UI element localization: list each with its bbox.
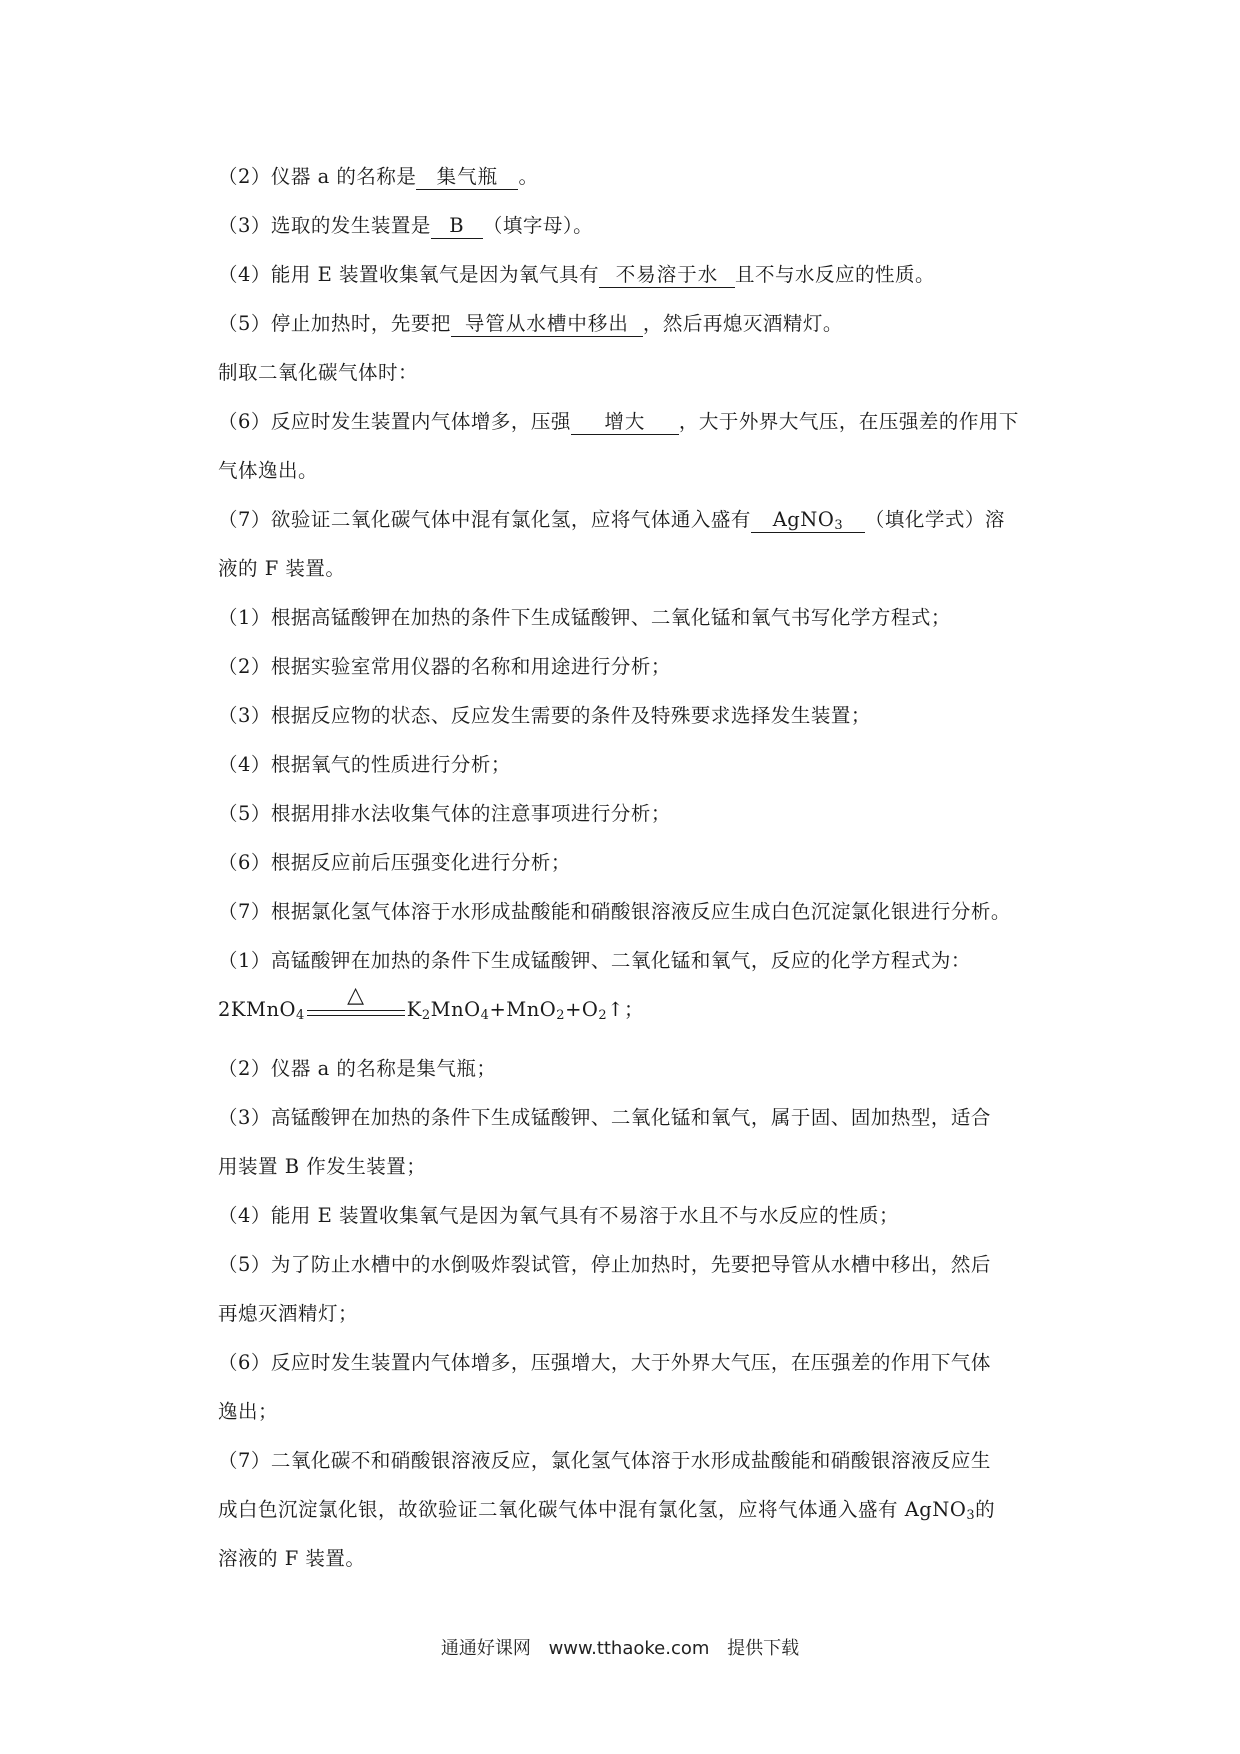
solution-line-7-cont: 成白色沉淀氯化银，故欲验证二氧化碳气体中混有氯化氢，应将气体通入盛有 AgNO$_3$的 xyxy=(218,1498,996,1523)
answer-line-2: （2）仪器 a 的名称是 集气瓶 。 xyxy=(218,165,539,188)
solution-line-1: （1）高锰酸钾在加热的条件下生成锰酸钾、二氧化锰和氧气，反应的化学方程式为： xyxy=(218,949,971,972)
solution-line-5: （5）为了防止水槽中的水倒吸炸裂试管，停止加热时，先要把导管从水槽中移出，然后 xyxy=(218,1253,991,1276)
blank-answer-3: B xyxy=(431,214,483,239)
solution-line-4: （4）能用 E 装置收集氧气是因为氧气具有不易溶于水且不与水反应的性质； xyxy=(218,1204,900,1227)
heat-condition-arrow xyxy=(305,983,407,1029)
analysis-line-1: （1）根据高锰酸钾在加热的条件下生成锰酸钾、二氧化锰和氧气书写化学方程式； xyxy=(218,606,951,629)
chemical-equation: 2KMnO$_4$ △ $K_2MnO_4+MnO_2+O_2↑$； xyxy=(218,991,1068,1050)
analysis-line-7: （7）根据氯化氢气体溶于水形成盐酸能和硝酸银溶液反应生成白色沉淀氯化银进行分析。 xyxy=(218,900,1011,923)
analysis-line-5: （5）根据用排水法收集气体的注意事项进行分析； xyxy=(218,802,671,825)
analysis-line-2: （2）根据实验室常用仪器的名称和用途进行分析； xyxy=(218,655,671,678)
delta-symbol: △ xyxy=(347,983,365,1008)
blank-answer-4: 不易溶于水 xyxy=(599,263,735,288)
footer-site-name: 通通好课网 xyxy=(440,1638,531,1659)
footer-url: www.tthaoke.com xyxy=(548,1638,710,1659)
answer-content xyxy=(218,158,1068,1589)
double-line xyxy=(307,1010,405,1016)
solution-line-6: （6）反应时发生装置内气体增多，压强增大，大于外界大气压，在压强差的作用下气体 xyxy=(218,1351,991,1374)
answer-line-7-cont: 液的 F 装置。 xyxy=(218,557,346,580)
page-footer xyxy=(0,1634,1240,1660)
analysis-line-6: （6）根据反应前后压强变化进行分析； xyxy=(218,851,571,874)
blank-answer-5: 导管从水槽中移出 xyxy=(451,312,643,337)
blank-answer-6: 增大 xyxy=(571,410,679,435)
solution-line-6-cont: 逸出； xyxy=(218,1400,279,1423)
section-co2-heading: 制取二氧化碳气体时： xyxy=(218,361,419,384)
solution-line-7: （7）二氧化碳不和硝酸银溶液反应，氯化氢气体溶于水形成盐酸能和硝酸银溶液反应生 xyxy=(218,1449,991,1472)
answer-line-3: （3）选取的发生装置是 B （填字母）。 xyxy=(218,214,594,237)
solution-line-2: （2）仪器 a 的名称是集气瓶； xyxy=(218,1057,497,1080)
solution-line-7-end: 溶液的 F 装置。 xyxy=(218,1547,366,1570)
answer-line-6-cont: 气体逸出。 xyxy=(218,459,319,482)
footer-note: 提供下载 xyxy=(727,1638,800,1659)
answer-line-6: （6）反应时发生装置内气体增多，压强 增大 ，大于外界大气压，在压强差的作用下 xyxy=(218,410,1019,433)
blank-answer-2: 集气瓶 xyxy=(416,165,518,190)
analysis-line-3: （3）根据反应物的状态、反应发生需要的条件及特殊要求选择发生装置； xyxy=(218,704,871,727)
solution-line-3: （3）高锰酸钾在加热的条件下生成锰酸钾、二氧化锰和氧气，属于固、固加热型，适合 xyxy=(218,1106,991,1129)
answer-line-4: （4）能用 E 装置收集氧气是因为氧气具有 不易溶于水 且不与水反应的性质。 xyxy=(218,263,936,286)
blank-answer-7: AgNO$_3$ xyxy=(751,508,865,533)
solution-line-5-cont: 再熄灭酒精灯； xyxy=(218,1302,359,1325)
answer-line-5: （5）停止加热时，先要把 导管从水槽中移出 ，然后再熄灭酒精灯。 xyxy=(218,312,843,335)
analysis-line-4: （4）根据氧气的性质进行分析； xyxy=(218,753,511,776)
solution-line-3-cont: 用装置 B 作发生装置； xyxy=(218,1155,427,1178)
answer-line-7: （7）欲验证二氧化碳气体中混有氯化氢，应将气体通入盛有 AgNO$_3$ （填化学式）溶 xyxy=(218,508,1005,533)
